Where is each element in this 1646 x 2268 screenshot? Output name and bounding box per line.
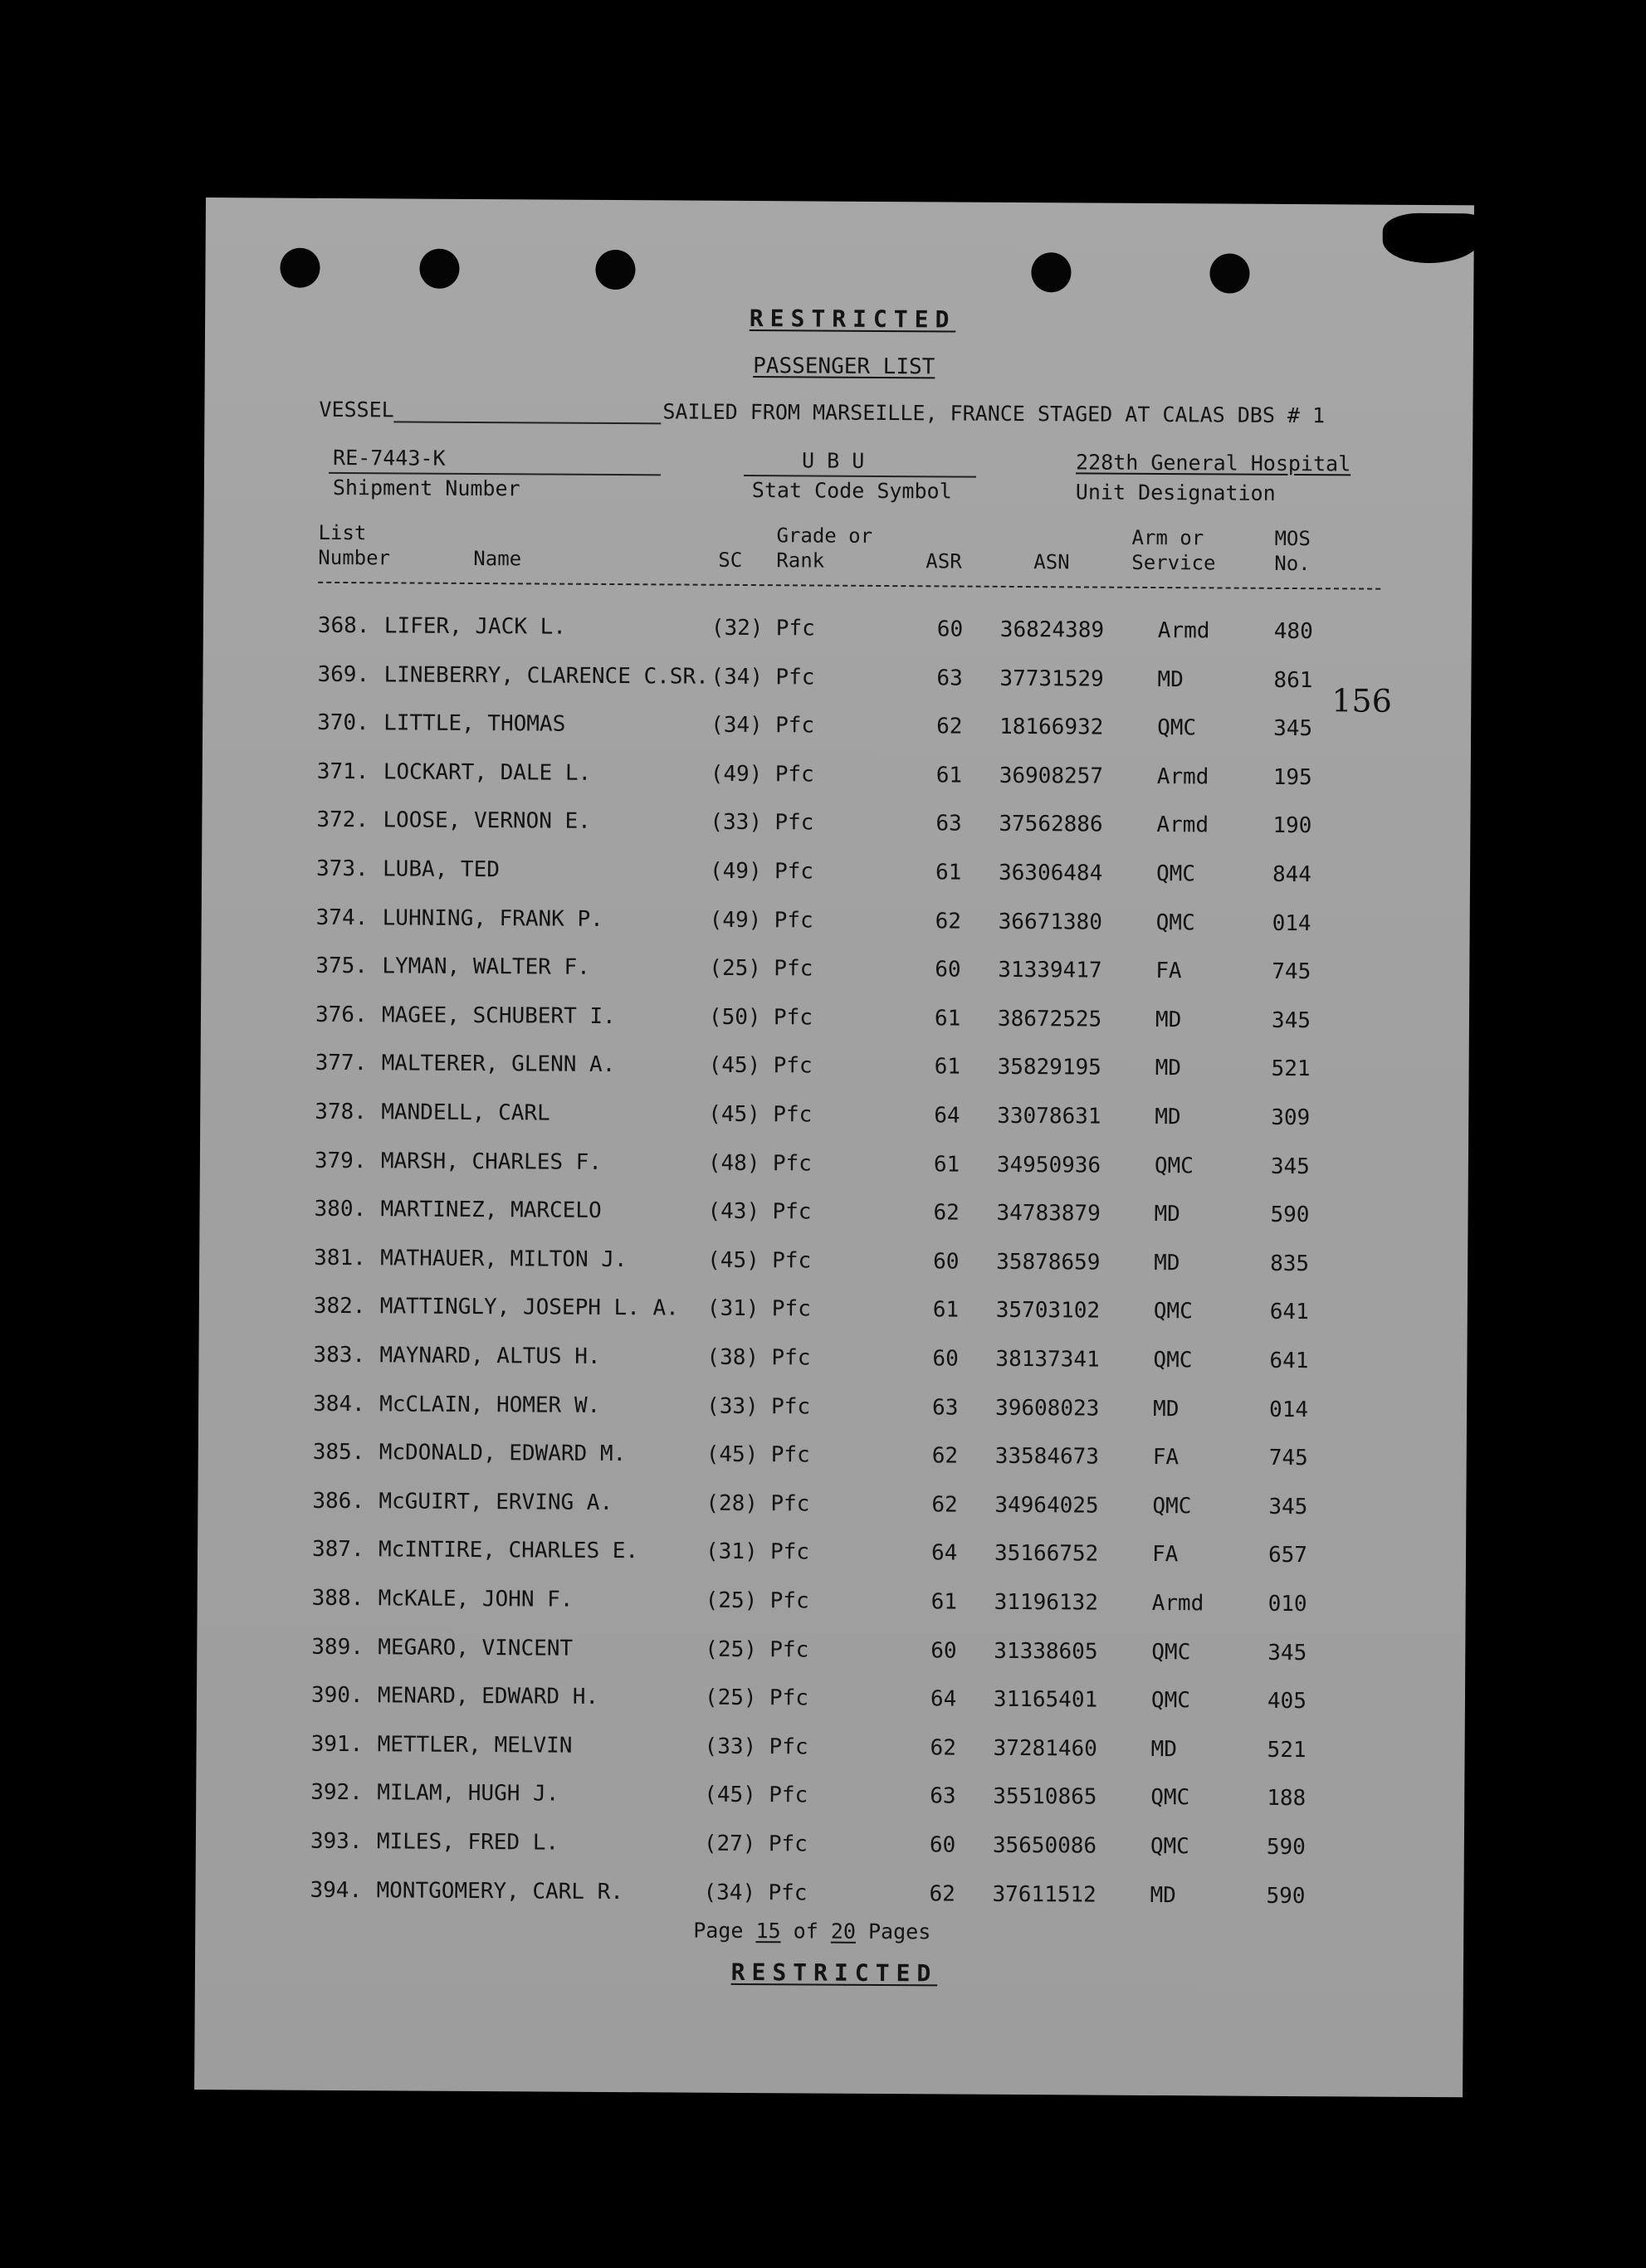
cell-sc: (25) [709,955,762,982]
cell-arm: QMC [1155,910,1195,935]
table-row [198,1488,1466,1529]
cell-mos: 345 [1273,716,1313,742]
cell-sc: (33) [710,810,763,836]
table-row [200,1099,1468,1139]
cell-arm: MD [1155,1056,1182,1081]
table-row [203,661,1471,702]
cell-asr: 64 [930,1686,957,1712]
cell-num: 381. [314,1245,366,1271]
cell-arm: QMC [1151,1639,1191,1665]
table-row [203,758,1471,799]
cell-name: MANDELL, CARL [381,1100,550,1126]
cell-asn: 31338605 [994,1638,1098,1665]
cell-asn: 36671380 [998,909,1103,935]
cell-asn: 31196132 [994,1589,1099,1616]
col-asr: ASR [926,549,962,573]
cell-sc: (50) [708,1004,761,1030]
cell-asn: 38672525 [997,1006,1102,1032]
classification-footer: RESTRICTED [730,1958,938,1988]
cell-mos: 345 [1270,1154,1310,1179]
cell-rank: Pfc [772,1247,812,1274]
cell-num: 373. [315,856,369,882]
classification-header: RESTRICTED [749,305,956,334]
cell-asr: 61 [934,1054,961,1080]
cell-asr: 62 [931,1492,958,1518]
table-row [196,1731,1464,1772]
col-grade: Grade or Rank [776,524,873,573]
cell-mos: 014 [1269,1397,1309,1422]
cell-arm: QMC [1155,861,1196,887]
page-current: 15 [755,1919,781,1944]
cell-name: MILAM, HUGH J. [377,1780,559,1807]
cell-num: 377. [315,1051,368,1076]
col-sc: SC [718,548,743,572]
margin-page-number: 156 [1331,682,1392,719]
cell-num: 371. [316,758,369,785]
cell-sc: (43) [707,1198,760,1225]
cell-num: 393. [310,1828,363,1855]
cell-asr: 64 [934,1103,960,1129]
cell-asn: 35703102 [995,1298,1101,1324]
cell-name: MARSH, CHARLES F. [380,1148,603,1175]
unit-label: Unit Designation [1075,480,1276,505]
cell-name: LUHNING, FRANK P. [382,905,603,932]
cell-mos: 480 [1273,618,1313,645]
page-prefix: Page [693,1918,744,1943]
cell-arm: MD [1155,1105,1181,1130]
table-row [196,1828,1464,1869]
cell-sc: (25) [704,1685,757,1711]
cell-mos: 861 [1273,667,1313,693]
shipment-number: RE-7443-K [332,445,446,471]
cell-rank: Pfc [775,713,815,739]
document-page [194,198,1474,2097]
cell-sc: (25) [705,1588,758,1614]
document-title: PASSENGER LIST [753,354,935,380]
cell-num: 374. [315,905,369,930]
cell-sc: (49) [709,858,762,885]
cell-rank: Pfc [769,1734,808,1760]
cell-mos: 345 [1271,1007,1311,1033]
cell-arm: QMC [1150,1833,1189,1860]
cell-mos: 521 [1267,1737,1307,1763]
cell-name: METTLER, MELVIN [377,1732,573,1758]
cell-mos: 590 [1266,1834,1306,1861]
cell-sc: (31) [705,1539,758,1565]
cell-sc: (49) [709,907,762,933]
cell-sc: (38) [706,1344,760,1371]
cell-rank: Pfc [773,1053,813,1079]
cell-sc: (45) [706,1441,759,1468]
cell-num: 385. [312,1440,365,1466]
cell-num: 368. [317,612,370,639]
cell-rank: Pfc [769,1783,808,1808]
cell-rank: Pfc [774,810,814,836]
cell-asr: 62 [936,714,963,739]
table-row [199,1245,1468,1285]
cell-arm: QMC [1154,1153,1194,1178]
cell-asr: 62 [930,1735,957,1761]
cell-sc: (45) [708,1101,760,1128]
cell-arm: QMC [1153,1299,1193,1324]
cell-num: 392. [310,1780,363,1806]
cell-name: MARTINEZ, MARCELO [380,1197,602,1224]
cell-asr: 60 [930,1637,957,1664]
cell-asn: 33078631 [997,1103,1101,1129]
cell-asn: 35829195 [997,1055,1101,1081]
table-row [198,1536,1466,1577]
cell-asn: 18166932 [999,715,1104,740]
cell-asr: 61 [934,1006,961,1032]
cell-asr: 61 [930,1589,958,1615]
cell-name: McINTIRE, CHARLES E. [378,1537,639,1564]
cell-sc: (34) [703,1880,756,1905]
cell-mos: 190 [1272,813,1312,839]
cell-arm: QMC [1153,1347,1193,1373]
cell-sc: (33) [706,1393,759,1419]
cell-rank: Pfc [769,1588,809,1614]
col-list-number: List Number [318,520,391,570]
cell-arm: MD [1150,1736,1178,1762]
table-row [195,1877,1463,1918]
punch-hole [1209,253,1249,293]
shipment-label: Shipment Number [332,475,520,501]
cell-rank: Pfc [771,1296,811,1322]
cell-num: 372. [316,807,369,833]
cell-mos: 844 [1272,861,1312,888]
torn-corner [1383,213,1482,264]
cell-num: 388. [311,1585,364,1612]
cell-mos: 590 [1270,1202,1310,1228]
cell-mos: 745 [1268,1446,1308,1471]
cell-name: MATTINGLY, JOSEPH L. A. [379,1294,679,1321]
cell-mos: 590 [1266,1883,1306,1909]
cell-sc: (34) [711,712,763,739]
cell-arm: QMC [1150,1688,1191,1714]
unit-designation: 228th General Hospital [1075,450,1351,476]
cell-num: 380. [314,1197,367,1222]
cell-asr: 61 [935,763,963,788]
cell-rank: Pfc [768,1831,808,1857]
cell-asr: 62 [933,1200,960,1226]
cell-asr: 62 [931,1443,959,1469]
cell-rank: Pfc [770,1442,810,1468]
cell-rank: Pfc [770,1490,810,1517]
cell-rank: Pfc [772,1150,812,1177]
cell-asr: 64 [930,1540,958,1566]
cell-rank: Pfc [769,1685,809,1711]
cell-asr: 63 [930,1783,956,1809]
cell-name: LITTLE, THOMAS [383,710,566,737]
cell-rank: Pfc [773,1004,813,1031]
cell-asr: 61 [932,1297,960,1323]
cell-asn: 34783879 [996,1201,1101,1227]
cell-mos: 521 [1271,1056,1311,1082]
col-arm: Arm or Service [1131,525,1216,575]
cell-sc: (27) [703,1831,756,1857]
cell-asn: 35878659 [996,1249,1101,1275]
cell-rank: Pfc [768,1880,808,1906]
cell-mos: 745 [1272,959,1311,985]
cell-asn: 37281460 [993,1735,1097,1762]
cell-rank: Pfc [772,1199,812,1225]
cell-asn: 31165401 [993,1687,1098,1713]
page-total: 20 [830,1919,857,1944]
cell-asr: 63 [936,665,963,691]
cell-num: 390. [310,1682,364,1709]
cell-mos: 405 [1267,1689,1307,1714]
cell-sc: (45) [707,1247,760,1273]
cell-name: McKALE, JOHN F. [378,1586,574,1612]
cell-asn: 36306484 [998,860,1103,886]
cell-arm: Armd [1156,763,1209,790]
cell-name: LOCKART, DALE L. [383,759,592,786]
cell-num: 378. [315,1099,367,1125]
table-row [198,1585,1466,1626]
cell-name: MILES, FRED L. [376,1829,559,1856]
cell-asn: 35650086 [992,1832,1097,1859]
cell-name: LUBA, TED [382,856,501,883]
cell-num: 384. [313,1391,365,1417]
header-rule [318,582,1380,590]
cell-mos: 641 [1269,1300,1309,1325]
cell-mos: 010 [1267,1591,1307,1617]
cell-name: MALTERER, GLENN A. [381,1051,616,1078]
table-row [196,1779,1464,1820]
cell-sc: (31) [706,1296,760,1322]
cell-rank: Pfc [774,907,813,934]
cell-arm: MD [1154,1202,1180,1227]
cell-asn: 34964025 [994,1492,1099,1519]
table-row [203,612,1472,653]
cell-sc: (45) [704,1783,756,1808]
page-indicator [693,1919,930,1944]
cell-mos: 345 [1268,1494,1308,1519]
cell-rank: Pfc [771,1345,811,1371]
cell-asn: 38137341 [995,1346,1100,1373]
table-row [199,1293,1468,1334]
cell-num: 391. [310,1731,364,1757]
cell-asn: 33584673 [994,1444,1100,1470]
cell-num: 386. [312,1488,365,1514]
cell-rank: Pfc [771,1393,811,1420]
table-row [202,856,1470,896]
table-row [198,1439,1467,1480]
cell-arm: MD [1154,1250,1180,1275]
cell-asn: 37731529 [999,666,1104,692]
table-row [197,1634,1465,1675]
cell-num: 375. [315,954,369,979]
cell-asr: 60 [935,957,961,983]
cell-asn: 36908257 [999,763,1104,789]
cell-asn: 31339417 [998,958,1102,983]
punch-hole [1031,252,1071,292]
cell-sc: (34) [711,664,764,690]
cell-rank: Pfc [773,1102,813,1128]
cell-asn: 36824389 [999,617,1105,643]
cell-asn: 37562886 [999,812,1103,838]
table-row [200,1148,1468,1188]
cell-mos: 345 [1267,1640,1307,1666]
cell-num: 389. [311,1634,364,1660]
cell-rank: Pfc [774,761,814,788]
table-row [203,710,1471,750]
cell-asn: 37611512 [992,1881,1097,1908]
cell-asr: 61 [933,1151,960,1178]
cell-name: MEGARO, VINCENT [378,1634,574,1661]
cell-asr: 60 [932,1346,959,1372]
punch-hole [419,249,459,289]
cell-asr: 62 [929,1880,955,1907]
cell-num: 370. [317,710,369,736]
cell-arm: FA [1155,958,1182,984]
table-row [200,1050,1468,1090]
cell-mos: 657 [1267,1543,1308,1568]
cell-sc: (33) [704,1734,757,1759]
cell-asr: 63 [932,1394,959,1421]
cell-arm: Armd [1157,618,1210,644]
cell-rank: Pfc [775,664,815,690]
cell-num: 394. [310,1877,363,1903]
cell-arm: QMC [1150,1785,1190,1811]
cell-name: LINEBERRY, CLARENCE C.SR. [383,661,709,690]
cell-num: 376. [315,1002,368,1028]
cell-name: MATHAUER, MILTON J. [380,1246,628,1272]
cell-num: 379. [314,1148,367,1173]
cell-arm: FA [1152,1445,1180,1471]
col-asn: ASN [1033,550,1070,574]
table-row [198,1342,1467,1383]
cell-asr: 61 [935,860,962,885]
cell-asn: 35166752 [994,1541,1099,1567]
cell-mos: 188 [1267,1786,1307,1812]
cell-arm: QMC [1152,1493,1192,1519]
table-row [202,905,1470,945]
cell-asr: 63 [935,811,962,836]
cell-asn: 35510865 [993,1784,1097,1810]
cell-mos: 309 [1271,1105,1311,1131]
table-row [201,1002,1469,1042]
cell-name: MENARD, EDWARD H. [377,1683,599,1710]
cell-rank: Pfc [769,1636,809,1663]
stat-code-line [744,475,976,478]
cell-asr: 60 [933,1249,960,1275]
page-of: of [793,1919,818,1944]
cell-rank: Pfc [774,956,813,982]
col-mos: MOS No. [1274,526,1311,576]
vessel-blank-line [393,421,661,424]
cell-num: 383. [313,1342,366,1368]
stat-code-label: Stat Code Symbol [751,478,952,504]
cell-mos: 195 [1272,764,1312,790]
cell-arm: MD [1157,666,1184,692]
cell-rank: Pfc [774,859,814,885]
cell-name: MAYNARD, ALTUS H. [379,1343,601,1369]
cell-arm: MD [1153,1396,1180,1422]
cell-arm: MD [1155,1007,1182,1032]
cell-mos: 835 [1270,1251,1310,1276]
cell-sc: (48) [707,1150,760,1176]
cell-name: McDONALD, EDWARD M. [379,1440,627,1467]
col-name: Name [473,546,522,571]
table-row [201,953,1469,993]
cell-num: 369. [317,661,370,687]
cell-sc: (45) [708,1053,761,1079]
cell-name: LOOSE, VERNON E. [383,807,591,835]
cell-num: 387. [311,1537,364,1563]
cell-sc: (32) [711,615,764,641]
table-row [199,1196,1468,1236]
cell-mos: 014 [1272,910,1311,936]
cell-sc: (49) [710,761,763,787]
cell-num: 382. [313,1294,366,1319]
page-suffix: Pages [867,1919,931,1944]
table-row [197,1682,1465,1723]
cell-name: McCLAIN, HOMER W. [379,1391,601,1418]
vessel-label: VESSEL [319,397,394,422]
cell-asr: 60 [929,1832,956,1858]
punch-hole [280,248,320,288]
sailed-from-text: SAILED FROM MARSEILLE, FRANCE STAGED AT CALAS DBS # 1 [662,399,1326,428]
cell-sc: (25) [705,1636,758,1662]
stat-code: U B U [801,448,865,473]
cell-asn: 39608023 [995,1395,1100,1422]
cell-asr: 60 [936,617,964,642]
cell-arm: Armd [1151,1590,1204,1617]
cell-rank: Pfc [775,616,815,641]
cell-asr: 62 [935,908,962,934]
cell-name: LYMAN, WALTER F. [382,954,590,981]
cell-asn: 34950936 [996,1152,1101,1178]
cell-arm: FA [1151,1542,1179,1568]
table-row [202,807,1470,847]
cell-name: MONTGOMERY, CARL R. [376,1877,624,1905]
cell-sc: (28) [706,1490,759,1516]
cell-mos: 641 [1269,1348,1309,1374]
cell-name: McGUIRT, ERVING A. [379,1489,613,1515]
cell-arm: Armd [1156,812,1209,838]
punch-hole [595,250,635,290]
cell-name: MAGEE, SCHUBERT I. [381,1002,616,1029]
table-row [198,1391,1467,1432]
cell-rank: Pfc [769,1539,810,1565]
cell-arm: MD [1150,1882,1176,1908]
cell-name: LIFER, JACK L. [383,613,567,640]
cell-arm: QMC [1157,715,1197,741]
